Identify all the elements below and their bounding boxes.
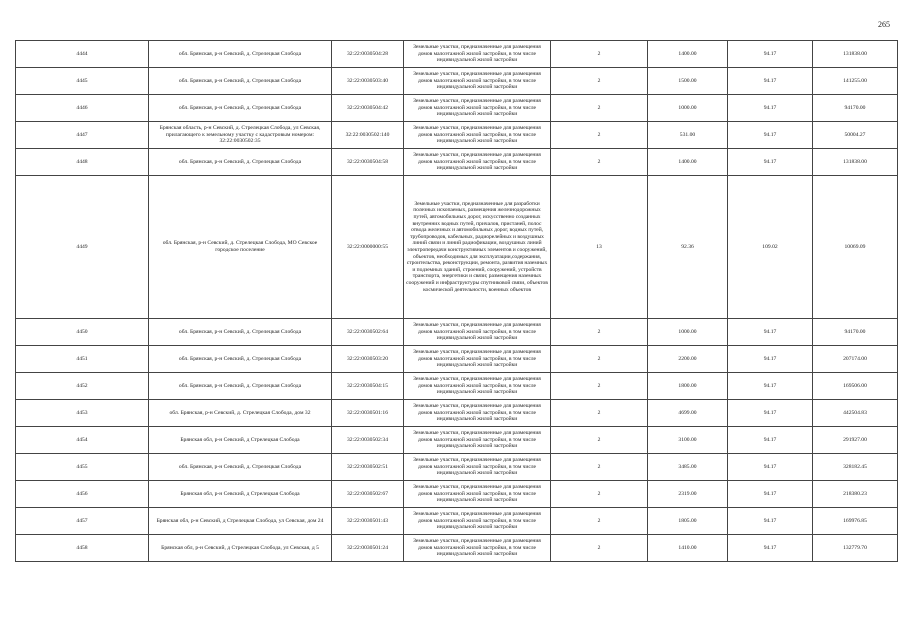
row-number: 4455 bbox=[16, 454, 149, 481]
cadastral-number-cell: 32:22:0000000:55 bbox=[332, 176, 404, 319]
address-cell: Брянская обл, р-н Севский, д Стрелецкая Слобода, ул Севская, дом 24 bbox=[149, 508, 332, 535]
cadastral-value-cell: 169976.85 bbox=[813, 508, 898, 535]
table-row bbox=[16, 508, 898, 535]
table-row bbox=[16, 68, 898, 95]
area-cell: 4699.00 bbox=[648, 400, 728, 427]
rate-cell: 94.17 bbox=[728, 535, 813, 562]
table-body bbox=[16, 41, 898, 562]
table-row bbox=[16, 122, 898, 149]
land-use-cell: Земельные участки, предназначенные для размещения домов малоэтажной жилой застройки, в том числе индивидуальной жилой застройки bbox=[404, 68, 551, 95]
rate-cell: 94.17 bbox=[728, 319, 813, 346]
rate-cell: 94.17 bbox=[728, 95, 813, 122]
table-row bbox=[16, 95, 898, 122]
group-cell: 2 bbox=[551, 535, 648, 562]
row-number: 4448 bbox=[16, 149, 149, 176]
area-cell: 1400.00 bbox=[648, 41, 728, 68]
table-row bbox=[16, 373, 898, 400]
table-row bbox=[16, 481, 898, 508]
table-row bbox=[16, 346, 898, 373]
row-number: 4456 bbox=[16, 481, 149, 508]
group-cell: 2 bbox=[551, 41, 648, 68]
land-use-cell: Земельные участки, предназначенные для размещения домов малоэтажной жилой застройки, в том числе индивидуальной жилой застройки bbox=[404, 454, 551, 481]
rate-cell: 94.17 bbox=[728, 373, 813, 400]
land-use-cell: Земельные участки, предназначенные для размещения домов малоэтажной жилой застройки, в том числе индивидуальной жилой застройки bbox=[404, 346, 551, 373]
rate-cell: 94.17 bbox=[728, 427, 813, 454]
row-number: 4452 bbox=[16, 373, 149, 400]
rate-cell: 94.17 bbox=[728, 41, 813, 68]
cadastral-number-cell: 32:22:0030502:67 bbox=[332, 481, 404, 508]
land-use-cell: Земельные участки, предназначенные для размещения домов малоэтажной жилой застройки, в том числе индивидуальной жилой застройки bbox=[404, 373, 551, 400]
cadastral-number-cell: 32:22:0030501:43 bbox=[332, 508, 404, 535]
cadastral-value-cell: 169506.00 bbox=[813, 373, 898, 400]
row-number: 4444 bbox=[16, 41, 149, 68]
address-cell: обл. Брянская, р-н Севский, д. Стрелецкая Слобода bbox=[149, 95, 332, 122]
area-cell: 92.36 bbox=[648, 176, 728, 319]
cadastral-value-cell: 50004.27 bbox=[813, 122, 898, 149]
land-use-cell: Земельные участки, предназначенные для размещения домов малоэтажной жилой застройки, в том числе индивидуальной жилой застройки bbox=[404, 535, 551, 562]
area-cell: 1800.00 bbox=[648, 373, 728, 400]
land-use-cell: Земельные участки, предназначенные для размещения домов малоэтажной жилой застройки, в том числе индивидуальной жилой застройки bbox=[404, 122, 551, 149]
cadastral-number-cell: 32:22:0030502:51 bbox=[332, 454, 404, 481]
row-number: 4457 bbox=[16, 508, 149, 535]
area-cell: 3485.00 bbox=[648, 454, 728, 481]
row-number: 4458 bbox=[16, 535, 149, 562]
land-use-cell: Земельные участки, предназначенные для размещения домов малоэтажной жилой застройки, в том числе индивидуальной жилой застройки bbox=[404, 319, 551, 346]
rate-cell: 94.17 bbox=[728, 346, 813, 373]
cadastral-value-cell: 94170.00 bbox=[813, 95, 898, 122]
address-cell: Брянская обл, р-н Севский, д Стрелецкая Слобода bbox=[149, 427, 332, 454]
cadastral-number-cell: 32:22:0030503:40 bbox=[332, 68, 404, 95]
rate-cell: 109.02 bbox=[728, 176, 813, 319]
area-cell: 1000.00 bbox=[648, 95, 728, 122]
cadastral-number-cell: 32:22:0030501:24 bbox=[332, 535, 404, 562]
group-cell: 2 bbox=[551, 481, 648, 508]
table-row bbox=[16, 41, 898, 68]
address-cell: обл. Брянская, р-н Севский, д. Стрелецкая Слобода, МО Севское городское поселение bbox=[149, 176, 332, 319]
cadastral-value-cell: 10069.09 bbox=[813, 176, 898, 319]
row-number: 4450 bbox=[16, 319, 149, 346]
address-cell: обл. Брянская, р-н Севский, д. Стрелецкая Слобода bbox=[149, 373, 332, 400]
cadastral-number-cell: 32:22:0030502:140 bbox=[332, 122, 404, 149]
cadastral-number-cell: 32:22:0030501:16 bbox=[332, 400, 404, 427]
row-number: 4447 bbox=[16, 122, 149, 149]
table-row bbox=[16, 454, 898, 481]
group-cell: 2 bbox=[551, 346, 648, 373]
address-cell: Брянская область, р-н Севский, д. Стрелецкая Слобода, ул Севская, прилагающего к земельному участку с кадастровым номером: 32:22:0030502:35 bbox=[149, 122, 332, 149]
group-cell: 2 bbox=[551, 95, 648, 122]
address-cell: обл. Брянская, р-н Севский, д. Стрелецкая Слобода bbox=[149, 319, 332, 346]
row-number: 4453 bbox=[16, 400, 149, 427]
table-row bbox=[16, 149, 898, 176]
rate-cell: 94.17 bbox=[728, 400, 813, 427]
address-cell: Брянская обл, р-н Севский, д Стрелецкая Слобода, ул Севская, д 5 bbox=[149, 535, 332, 562]
cadastral-value-cell: 291927.00 bbox=[813, 427, 898, 454]
cadastral-value-cell: 132779.70 bbox=[813, 535, 898, 562]
area-cell: 531.00 bbox=[648, 122, 728, 149]
row-number: 4454 bbox=[16, 427, 149, 454]
group-cell: 2 bbox=[551, 68, 648, 95]
land-use-cell: Земельные участки, предназначенные для размещения домов малоэтажной жилой застройки, в том числе индивидуальной жилой застройки bbox=[404, 41, 551, 68]
land-use-cell: Земельные участки, предназначенные для разработки полезных ископаемых, размещения железнодорожных путей, автомобильных дорог, искусственно созданных внутренних водных путей, причалов, пристаней, полос отвода железных и автомобильных дорог, водных путей, трубопроводов, кабельных, радиорелейных и воздушных линий связи и линий радиофикации, воздушных линий электропередачи конструктивных элементов и сооружений, объектов, необходимых для эксплуатации,содержания, строительства, реконструкции, ремонта, развития наземных и подземных зданий, строений, сооружений, устройств транспорта, энергетики и связи; размещения наземных сооружений и инфраструктуры спутниковой связи, объектов космической деятельности, военных объектов bbox=[404, 176, 551, 319]
group-cell: 2 bbox=[551, 149, 648, 176]
cadastral-number-cell: 32:22:0030504:28 bbox=[332, 41, 404, 68]
group-cell: 2 bbox=[551, 454, 648, 481]
land-use-cell: Земельные участки, предназначенные для размещения домов малоэтажной жилой застройки, в том числе индивидуальной жилой застройки bbox=[404, 95, 551, 122]
cadastral-number-cell: 32:22:0030502:34 bbox=[332, 427, 404, 454]
rate-cell: 94.17 bbox=[728, 508, 813, 535]
table-row bbox=[16, 319, 898, 346]
page-number: 265 bbox=[878, 20, 890, 29]
rate-cell: 94.17 bbox=[728, 481, 813, 508]
table-row bbox=[16, 427, 898, 454]
row-number: 4445 bbox=[16, 68, 149, 95]
cadastral-number-cell: 32:22:0030504:15 bbox=[332, 373, 404, 400]
cadastral-number-cell: 32:22:0030502:64 bbox=[332, 319, 404, 346]
rate-cell: 94.17 bbox=[728, 68, 813, 95]
address-cell: обл. Брянская, р-н Севский, д. Стрелецкая Слобода bbox=[149, 454, 332, 481]
cadastral-number-cell: 32:22:0030504:42 bbox=[332, 95, 404, 122]
cadastral-value-cell: 328182.45 bbox=[813, 454, 898, 481]
area-cell: 1400.00 bbox=[648, 149, 728, 176]
area-cell: 1410.00 bbox=[648, 535, 728, 562]
address-cell: обл. Брянская, р-н Севский, д. Стрелецкая Слобода, дом 32 bbox=[149, 400, 332, 427]
row-number: 4451 bbox=[16, 346, 149, 373]
area-cell: 2319.00 bbox=[648, 481, 728, 508]
address-cell: обл. Брянская, р-н Севский, д. Стрелецкая Слобода bbox=[149, 149, 332, 176]
address-cell: обл. Брянская, р-н Севский, д. Стрелецкая Слобода bbox=[149, 41, 332, 68]
cadastral-value-cell: 131838.00 bbox=[813, 41, 898, 68]
land-use-cell: Земельные участки, предназначенные для размещения домов малоэтажной жилой застройки, в том числе индивидуальной жилой застройки bbox=[404, 149, 551, 176]
area-cell: 1000.00 bbox=[648, 319, 728, 346]
cadastral-number-cell: 32:22:0030503:20 bbox=[332, 346, 404, 373]
cadastral-value-cell: 218380.23 bbox=[813, 481, 898, 508]
land-use-cell: Земельные участки, предназначенные для размещения домов малоэтажной жилой застройки, в том числе индивидуальной жилой застройки bbox=[404, 508, 551, 535]
cadastral-value-cell: 207174.00 bbox=[813, 346, 898, 373]
cadastral-number-cell: 32:22:0030504:58 bbox=[332, 149, 404, 176]
address-cell: обл. Брянская, р-н Севский, д. Стрелецкая Слобода bbox=[149, 68, 332, 95]
group-cell: 2 bbox=[551, 427, 648, 454]
area-cell: 1805.00 bbox=[648, 508, 728, 535]
group-cell: 2 bbox=[551, 508, 648, 535]
land-use-cell: Земельные участки, предназначенные для размещения домов малоэтажной жилой застройки, в том числе индивидуальной жилой застройки bbox=[404, 481, 551, 508]
group-cell: 2 bbox=[551, 319, 648, 346]
group-cell: 2 bbox=[551, 400, 648, 427]
cadastral-value-cell: 94170.00 bbox=[813, 319, 898, 346]
cadastral-table bbox=[15, 40, 898, 562]
land-use-cell: Земельные участки, предназначенные для размещения домов малоэтажной жилой застройки, в том числе индивидуальной жилой застройки bbox=[404, 427, 551, 454]
cadastral-value-cell: 141255.00 bbox=[813, 68, 898, 95]
area-cell: 2200.00 bbox=[648, 346, 728, 373]
area-cell: 1500.00 bbox=[648, 68, 728, 95]
rate-cell: 94.17 bbox=[728, 149, 813, 176]
table-row bbox=[16, 400, 898, 427]
area-cell: 3100.00 bbox=[648, 427, 728, 454]
table-row bbox=[16, 535, 898, 562]
group-cell: 2 bbox=[551, 373, 648, 400]
address-cell: Брянская обл, р-н Севский, д Стрелецкая Слобода bbox=[149, 481, 332, 508]
group-cell: 2 bbox=[551, 122, 648, 149]
cadastral-value-cell: 442504.83 bbox=[813, 400, 898, 427]
rate-cell: 94.17 bbox=[728, 454, 813, 481]
land-use-cell: Земельные участки, предназначенные для размещения домов малоэтажной жилой застройки, в том числе индивидуальной жилой застройки bbox=[404, 400, 551, 427]
row-number: 4446 bbox=[16, 95, 149, 122]
cadastral-value-cell: 131838.00 bbox=[813, 149, 898, 176]
group-cell: 13 bbox=[551, 176, 648, 319]
row-number: 4449 bbox=[16, 176, 149, 319]
rate-cell: 94.17 bbox=[728, 122, 813, 149]
table-row bbox=[16, 176, 898, 319]
address-cell: обл. Брянская, р-н Севский, д. Стрелецкая Слобода bbox=[149, 346, 332, 373]
